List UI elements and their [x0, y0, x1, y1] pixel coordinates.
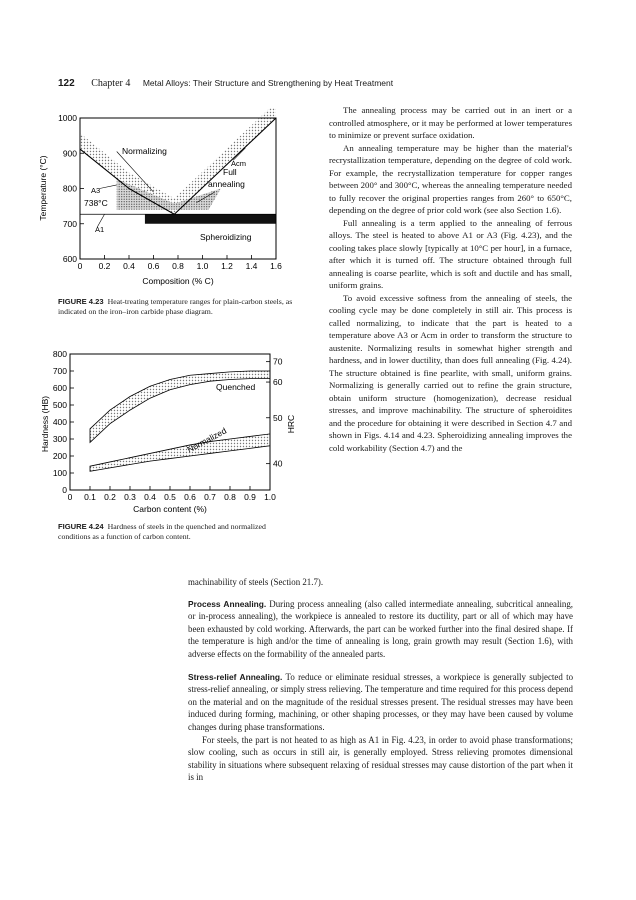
- y-tick-label: 600: [52, 383, 67, 393]
- chapter-title: Metal Alloys: Their Structure and Strengthening by Heat Treatment: [142, 78, 394, 88]
- figure-4-24-chart: [38, 346, 300, 516]
- y2-tick-label: 70: [273, 356, 283, 367]
- x-tick-label: 0.2: [98, 261, 111, 271]
- label-a1: A1: [95, 225, 105, 234]
- figure-4-24-ylabel: Hardness (HB): [40, 395, 50, 453]
- y-tick-label: 0: [62, 485, 67, 495]
- y-tick-label: 400: [52, 417, 67, 427]
- label-annealing: annealing: [208, 179, 245, 189]
- x-tick-label: 0.8: [172, 261, 184, 271]
- label-a3: A3: [91, 186, 101, 195]
- x-tick-label: 0.6: [184, 492, 196, 502]
- label-normalizing: Normalizing: [122, 146, 167, 156]
- label-spheroidizing: Spheroidizing: [200, 232, 252, 242]
- x-tick-label: 0.4: [123, 261, 135, 271]
- y2-tick-label: 60: [273, 377, 283, 388]
- y2-tick-label: 40: [273, 458, 283, 469]
- x-tick-label: 0.3: [124, 492, 136, 502]
- x-tick-label: 0.4: [144, 492, 156, 502]
- x-tick-label: 0.8: [224, 492, 236, 502]
- x-tick-label: 0.2: [104, 492, 116, 502]
- y-tick-label: 700: [62, 218, 77, 229]
- a3-leader: [100, 185, 117, 189]
- x-tick-label: 1.6: [270, 261, 282, 271]
- x-tick-label: 0.6: [147, 261, 160, 271]
- x-tick-label: 1.4: [245, 261, 258, 271]
- label-full: Full: [223, 167, 237, 177]
- x-tick-label: 1.0: [264, 492, 276, 502]
- figure-4-24-label: FIGURE 4.24: [58, 522, 104, 531]
- chapter-label: Chapter 4: [91, 78, 131, 89]
- para-normalizing: To avoid excessive softness from the annealing of steels, the cooling cycle may be done completely in still air. This process is called normalizing, to indicate that the part is heated to a temperature above A3 or Acm in order to transform the structure to austenite. Normalizing results in somewhat higher strength and hardness, and in lower ductility, than does full annealing (Fig. 4.24). The structure obtained is fine pearlite, with small, uniform grains. Normalizing is generally carried out to refine the grain structure, obtain uniform structure (homogenization), decrease residual stresses, and improve machinability. The structure of spheroidites and the procedure for obtaining it were described in Section 4.7 and shown in Figs. 4.14 and 4.23. Spheroidizing annealing improves the cold workability (Section 4.7) and the: [329, 292, 572, 453]
- x-tick-label: 1.0: [196, 261, 209, 271]
- continuation-line: machinability of steels (Section 21.7).: [188, 577, 324, 587]
- figure-4-23-caption: [58, 297, 298, 317]
- process-annealing-para: [188, 598, 573, 661]
- para-full-annealing: Full annealing is a term applied to the annealing of ferrous alloys. The steel is heated to above A1 or A3 (Fig. 4.23), and the cooling takes place slowly [typically at 10°C per hour], in a furnace, after which it is turned off. The structure obtained through full annealing is coarse pearlite, which is soft and ductile and has small, uniform grains.: [329, 217, 572, 290]
- label-normalized: Normalized: [185, 425, 229, 455]
- running-header: [58, 78, 393, 89]
- process-annealing-text: During process annealing (also called intermediate annealing, subcritical annealing, or in-process annealing), the workpiece is annealed to restore its ductility, part or all of which may have been exhausted by cold working. Afterwards, the part can be worked further into the final desired shape. If the temperature is high and/or the time of annealing is long, grain growth may result (Section 1.6), with adverse effects on the formability of the annealed parts.: [188, 598, 574, 659]
- y-tick-label: 100: [52, 468, 67, 478]
- normalizing-region: [80, 108, 276, 214]
- figure-4-24-y2label: HRC: [286, 414, 296, 434]
- y-tick-label: 600: [62, 254, 77, 264]
- figure-4-23-ylabel: Temperature (°C): [38, 155, 48, 221]
- stress-relief-para-2: For steels, the part is not heated to as high as A1 in Fig. 4.23, in order to avoid phase transformations; slow cooling, such as occurs in still air, is generally employed. Stress relieving promotes dimensional stability in situations where subsequent relaxing of residual stresses may cause distortion of the part when it is in: [188, 734, 573, 783]
- para-annealing-temperature: An annealing temperature may be higher than the material's recrystallization temperature, depending on the degree of cold work. For example, the recrystallization temperature for copper ranges between 200° and 300°C, whereas the annealing temperature needed to fully recover the original properties ranges from 260° to 650°C, depending on the degree of prior cold work (see also Section 1.6).: [329, 142, 572, 215]
- process-annealing-heading: Process Annealing.: [188, 598, 267, 609]
- figure-4-23-caption-text: Heat-treating temperature ranges for plain-carbon steels, as indicated on the iron–iron carbide phase diagram.: [58, 297, 293, 316]
- x-tick-label: 0: [67, 492, 73, 502]
- x-tick-label: 0.9: [244, 492, 256, 502]
- figure-4-23-label: FIGURE 4.23: [58, 297, 104, 306]
- x-tick-label: 0: [77, 261, 83, 271]
- label-quenched: Quenched: [216, 382, 256, 392]
- figure-4-24-caption: [58, 522, 298, 542]
- stress-relief-text: To reduce or eliminate residual stresses, a workpiece is generally subjected to stress-relief annealing, or simply stress relieving. The temperature and time required for this process depend on the material and on the magnitude of the residual stresses present. The residual stresses may have been induced during forming, machining, or other shaping processes, or they may have been caused by volume changes during phase transformations.: [188, 671, 574, 732]
- figure-4-24-xlabel: Carbon content (%): [133, 504, 207, 514]
- normalized-band: [90, 434, 270, 471]
- x-tick-label: 0.1: [84, 492, 96, 502]
- main-text: [188, 576, 573, 784]
- spheroidizing-bar: [145, 214, 276, 224]
- figure-4-23-xlabel: Composition (% C): [142, 276, 214, 286]
- y-tick-label: 800: [62, 183, 77, 194]
- label-acm: Acm: [231, 159, 246, 168]
- y2-tick-label: 50: [273, 412, 283, 423]
- right-column: [329, 104, 572, 454]
- para-annealing-atmosphere: The annealing process may be carried out in an inert or a controlled atmosphere, or it may be performed at lower temperatures to minimize or prevent surface oxidation.: [329, 105, 572, 140]
- y-tick-label: 700: [52, 366, 67, 376]
- stress-relief-para: [188, 671, 573, 734]
- stress-relief-heading: Stress-relief Annealing.: [188, 671, 283, 682]
- x-tick-label: 0.7: [204, 492, 216, 502]
- x-tick-label: 0.5: [164, 492, 176, 502]
- y-tick-label: 900: [62, 148, 77, 159]
- y-tick-label: 200: [52, 451, 67, 461]
- x-tick-label: 1.2: [221, 261, 233, 271]
- y-tick-label: 800: [52, 349, 67, 359]
- label-738c: 738°C: [84, 198, 108, 208]
- figure-4-23-chart: [38, 108, 288, 288]
- y-tick-label: 500: [52, 400, 67, 410]
- y-tick-label: 300: [52, 434, 67, 444]
- page-number: 122: [58, 78, 75, 89]
- y-tick-label: 1000: [58, 113, 77, 123]
- figure-4-24-caption-text: Hardness of steels in the quenched and normalized conditions as a function of carbon content.: [58, 522, 266, 541]
